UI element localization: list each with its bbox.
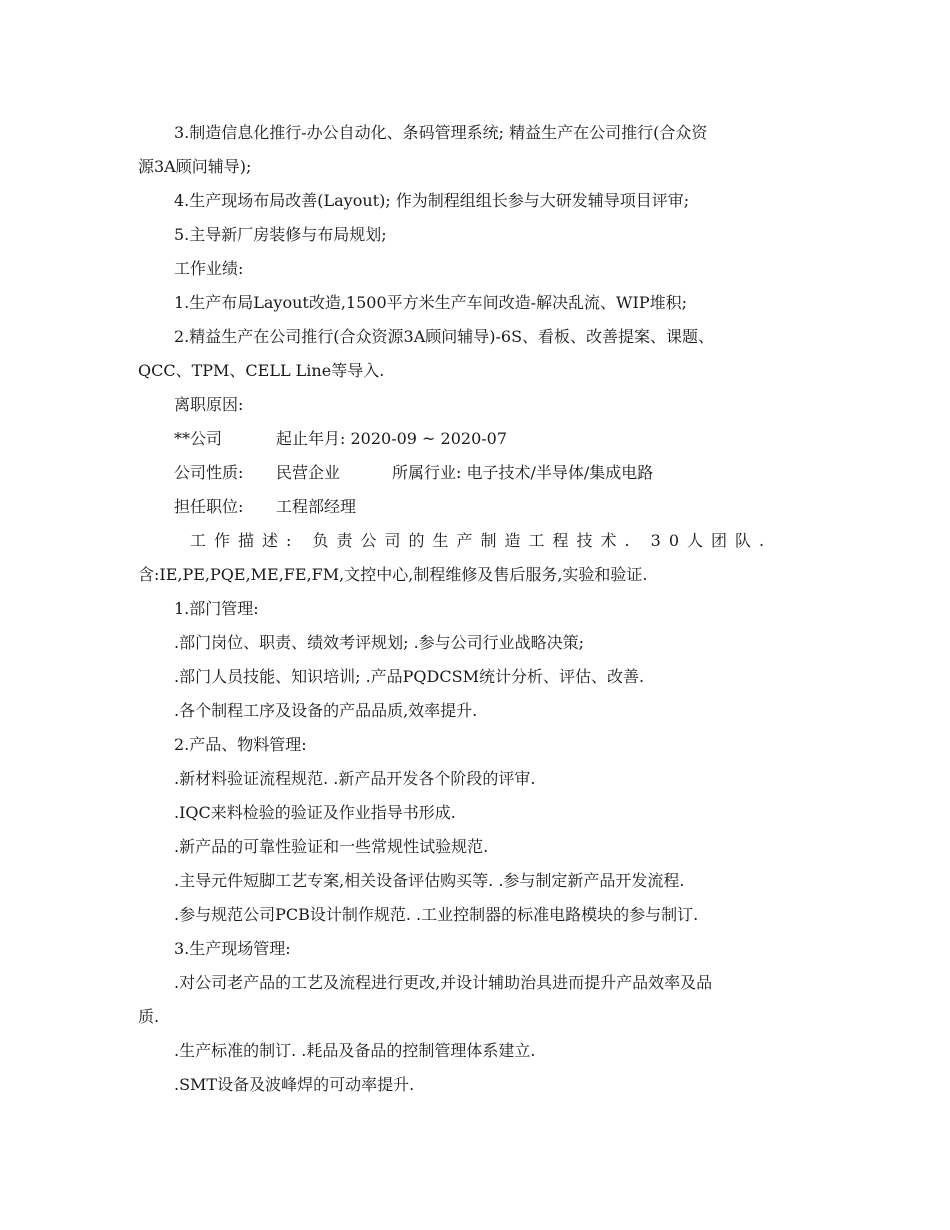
company-period: 起止年月: 2020-09 ~ 2020-07 bbox=[276, 429, 508, 448]
text-line: .参与规范公司PCB设计制作规范. .工业控制器的标准电路模块的参与制订. bbox=[174, 905, 699, 924]
text-line: .生产标准的制订. .耗品及备品的控制管理体系建立. bbox=[174, 1041, 536, 1060]
section-heading: 工作业绩: bbox=[174, 259, 244, 278]
section-heading: 2.产品、物料管理: bbox=[174, 735, 307, 754]
text-line: .各个制程工序及设备的产品品质,效率提升. bbox=[174, 701, 478, 720]
text-line: 源3A顾问辅导); bbox=[138, 157, 252, 176]
text-line: .新材料验证流程规范. .新产品开发各个阶段的评审. bbox=[174, 769, 536, 788]
text-line: .部门人员技能、知识培训; .产品PQDCSM统计分析、评估、改善. bbox=[174, 667, 645, 686]
text-line: 质. bbox=[138, 1007, 160, 1026]
job-description-line: 工作描述: 负责公司的生产制造工程技术. 30人团队. bbox=[190, 531, 773, 550]
text-line: 5.主导新厂房装修与布局规划; bbox=[174, 225, 387, 244]
section-heading: 1.部门管理: bbox=[174, 599, 259, 618]
text-line: .对公司老产品的工艺及流程进行更改,并设计辅助治具进而提升产品效率及品 bbox=[174, 973, 713, 992]
text-line: .部门岗位、职责、绩效考评规划; .参与公司行业战略决策; bbox=[174, 633, 585, 652]
company-nature-value: 民营企业 bbox=[276, 463, 341, 482]
text-line: .新产品的可靠性验证和一些常规性试验规范. bbox=[174, 837, 489, 856]
company-nature-row bbox=[138, 456, 828, 490]
company-name: **公司 bbox=[174, 429, 223, 448]
text-line: 3.制造信息化推行-办公自动化、条码管理系统; 精益生产在公司推行(合众资 bbox=[174, 123, 708, 142]
position-label: 担任职位: bbox=[174, 497, 244, 516]
document-page bbox=[138, 116, 828, 1102]
text-line: QCC、TPM、CELL Line等导入. bbox=[138, 361, 385, 380]
text-line: 4.生产现场布局改善(Layout); 作为制程组组长参与大研发辅导项目评审; bbox=[174, 191, 690, 210]
company-nature-label: 公司性质: bbox=[174, 463, 244, 482]
text-line: 1.生产布局Layout改造,1500平方米生产车间改造-解决乱流、WIP堆积; bbox=[174, 293, 687, 312]
company-industry: 所属行业: 电子技术/半导体/集成电路 bbox=[392, 463, 654, 482]
section-heading: 3.生产现场管理: bbox=[174, 939, 291, 958]
section-heading: 离职原因: bbox=[174, 395, 244, 414]
position-row bbox=[138, 490, 828, 524]
text-line: .主导元件短脚工艺专案,相关设备评估购买等. .参与制定新产品开发流程. bbox=[174, 871, 685, 890]
position-value: 工程部经理 bbox=[276, 497, 357, 516]
text-line: 含:IE,PE,PQE,ME,FE,FM,文控中心,制程维修及售后服务,实验和验证. bbox=[138, 565, 648, 584]
company-info-row bbox=[138, 422, 828, 456]
text-line: .IQC来料检验的验证及作业指导书形成. bbox=[174, 803, 456, 822]
text-line: .SMT设备及波峰焊的可动率提升. bbox=[174, 1075, 415, 1094]
text-line: 2.精益生产在公司推行(合众资源3A顾问辅导)-6S、看板、改善提案、课题、 bbox=[174, 327, 715, 346]
